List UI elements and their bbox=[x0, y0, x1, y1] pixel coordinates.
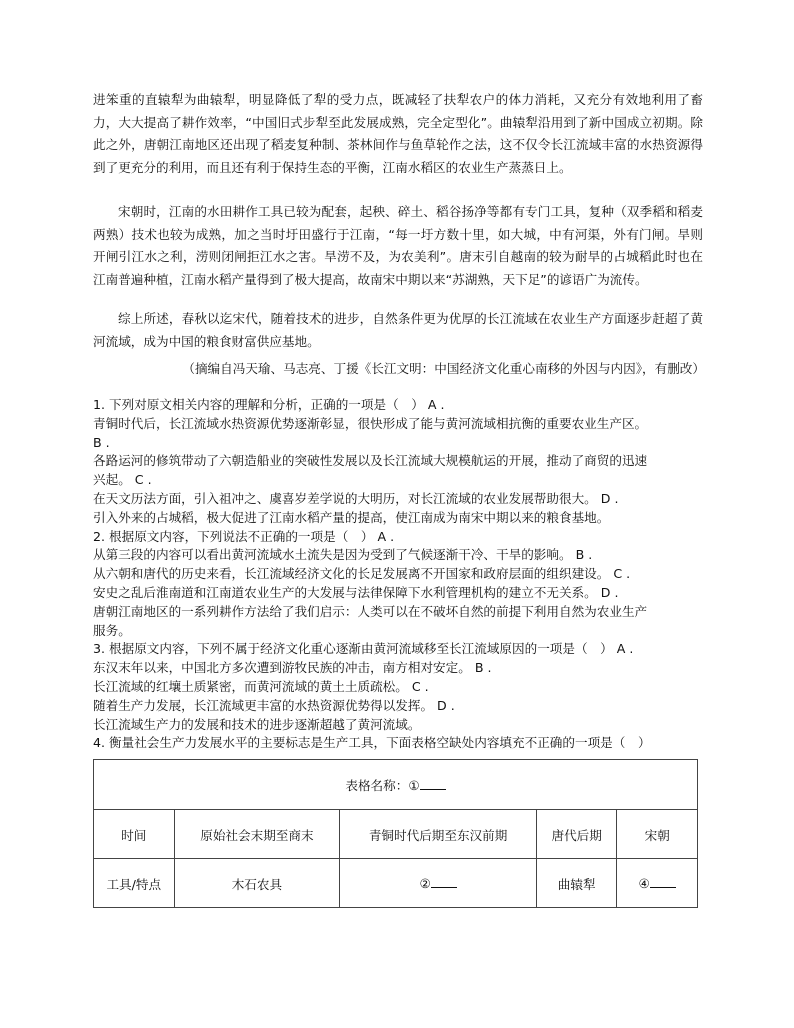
table-blank-4: ④ bbox=[638, 876, 650, 891]
question-line: 2. 根据原文内容，下列说法不正确的一项是（ ） A . bbox=[93, 528, 395, 544]
question-line: 东汉末年以来，中国北方多次遭到游牧民族的冲击，南方相对安定。 B . bbox=[93, 660, 492, 676]
table-header-cell: 唐代后期 bbox=[536, 810, 616, 859]
table-blank-2: ② bbox=[419, 876, 431, 891]
question-line: 安史之乱后淮南道和江南道农业生产的大发展与法律保障下水利管理机构的建立不无关系。 D . bbox=[93, 584, 619, 600]
table-row-label: 工具/特点 bbox=[94, 859, 175, 908]
table-cell: 曲辕犁 bbox=[536, 859, 616, 908]
question-line: 兴起。 C . bbox=[93, 472, 152, 488]
question-line: 1. 下列对原文相关内容的理解和分析，正确的一项是（ ） A . bbox=[93, 397, 445, 412]
question-line: 长江流域生产力的发展和技术的进步逐渐超越了黄河流域。 bbox=[93, 716, 421, 732]
table-title-label: 表格名称： bbox=[345, 778, 409, 793]
table-header-cell: 原始社会末期至商末 bbox=[174, 810, 340, 859]
question-line: 在天文历法方面，引入祖冲之、虞喜岁差学说的大明历，对长江流域的农业发展帮助很大。 D . bbox=[93, 490, 619, 506]
question-line: 4. 衡量社会生产力发展水平的主要标志是生产工具，下面表格空缺处内容填充不正确的一项是（ ） bbox=[93, 735, 651, 751]
passage-source: （摘编自冯天瑜、马志亮、丁援《长江文明：中国经济文化重心南移的外因与内因》，有删改） bbox=[182, 361, 705, 376]
passage-paragraph-1: 进笨重的直辕犁为曲辕犁，明显降低了犁的受力点，既减轻了扶犁农户的体力消耗，又充分有效地利用了畜力，大大提高了耕作效率，“中国旧式步犁至此发展成熟，完全定型化”。曲辕犁沿用到了新中国成立初期。除此之外，唐朝江南地区还出现了稻麦复种制、茶林间作与鱼草轮作之法，这不仅令长江流域丰富的水热资源得到了更充分的利用，而且还有利于保持生态的平衡，江南水稻区的农业生产蒸蒸日上。 bbox=[93, 92, 703, 175]
table-header-cell: 时间 bbox=[94, 810, 175, 859]
question-line: 青铜时代后，长江流域水热资源优势逐渐彰显，很快形成了能与黄河流域相抗衡的重要农业生产区。 bbox=[93, 415, 648, 431]
passage-paragraph-2: 宋朝时，江南的水田耕作工具已较为配套，起秧、碎土、稻谷扬净等都有专门工具，复种（双季稻和稻麦两熟）技术也较为成熟，加之当时圩田盛行于江南，“每一圩方数十里，如大城，中有河渠，外有门闸。旱则开闸引江水之利，涝则闭闸拒江水之害。旱涝不及，为农美利”。唐末引自越南的较为耐旱的占城稻此时也在江南普遍种植，江南水稻产量得到了极大提高，故南宋中期以来“苏湖熟，天下足”的谚语广为流传。 bbox=[93, 204, 703, 287]
table-blank-1: ① bbox=[408, 778, 420, 793]
question-line: 随着生产力发展，长江流域更丰富的水热资源优势得以发挥。 D . bbox=[93, 697, 455, 713]
table-blank-cell-2 bbox=[340, 859, 537, 908]
question-line: 各路运河的修筑带动了六朝造船业的突破性发展以及长江流域大规模航运的开展，推动了商贸的迅速 bbox=[93, 453, 648, 469]
table-header-cell: 宋朝 bbox=[617, 810, 698, 859]
answer-table bbox=[93, 759, 698, 908]
question-line: 唐朝江南地区的一系列耕作方法给了我们启示：人类可以在不破坏自然的前提下利用自然为农业生产 bbox=[93, 603, 648, 619]
question-line: 3. 根据原文内容，下列不属于经济文化重心逐渐由黄河流域移至长江流域原因的一项是（ ） A . bbox=[93, 641, 634, 657]
table-header-cell: 青铜时代后期至东汉前期 bbox=[340, 810, 537, 859]
question-block bbox=[93, 396, 705, 753]
fill-blank-line[interactable] bbox=[420, 777, 446, 790]
question-line: 引入外来的占城稻，极大促进了江南水稻产量的提高，使江南成为南宋中期以来的粮食基地。 bbox=[93, 509, 610, 525]
passage-paragraph-3: 综上所述，春秋以迄宋代，随着技术的进步，自然条件更为优厚的长江流域在农业生产方面逐步赶超了黄河流域，成为中国的粮食财富供应基地。 bbox=[93, 311, 703, 349]
table-title-cell bbox=[94, 760, 698, 810]
fill-blank-line[interactable] bbox=[431, 875, 457, 888]
table-blank-cell-4 bbox=[617, 859, 698, 908]
table-cell: 木石农具 bbox=[174, 859, 340, 908]
question-line: 从第三段的内容可以看出黄河流域水土流失是因为受到了气候逐渐干冷、干旱的影响。 B . bbox=[93, 547, 593, 563]
question-line: B . bbox=[93, 434, 110, 450]
fill-blank-line[interactable] bbox=[650, 875, 676, 888]
question-line: 服务。 bbox=[93, 622, 131, 638]
question-line: 从六朝和唐代的历史来看，长江流域经济文化的长足发展离不开国家和政府层面的组织建设。 C . bbox=[93, 566, 631, 582]
question-line: 长江流域的红壤土质紧密，而黄河流域的黄土土质疏松。 C . bbox=[93, 678, 429, 694]
